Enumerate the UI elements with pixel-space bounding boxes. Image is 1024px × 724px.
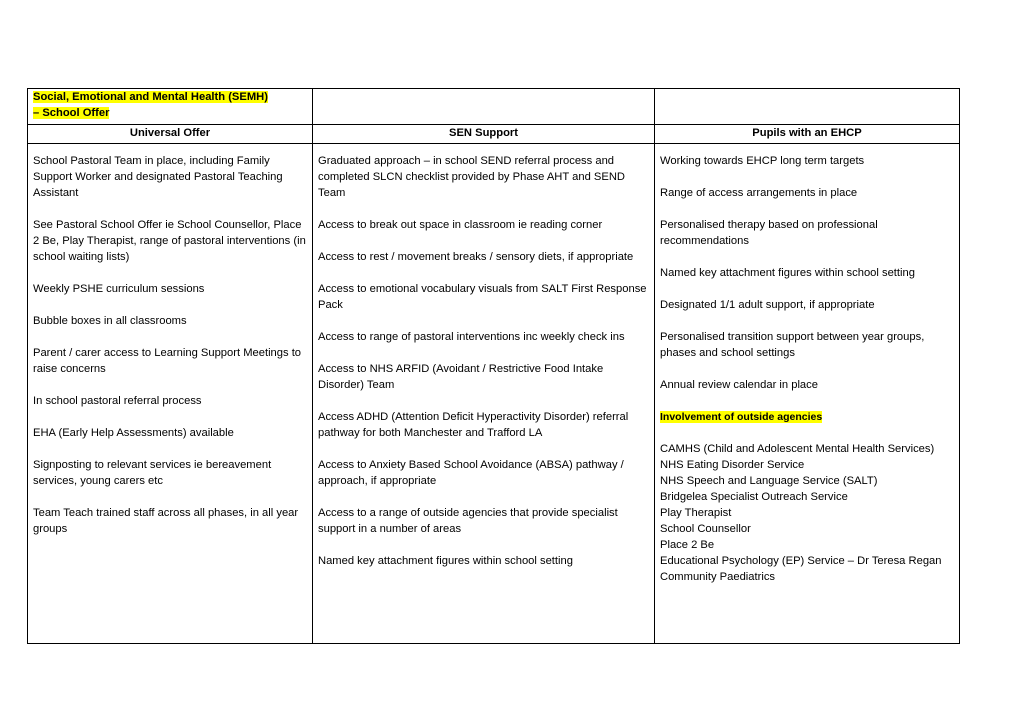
title-row [28, 89, 960, 125]
list-item: Annual review calendar in place [660, 379, 818, 391]
content-row [28, 144, 960, 644]
title-line-2: – School Offer [33, 107, 110, 119]
list-item: Team Teach trained staff across all phases, in all year groups [33, 507, 299, 535]
agency-item: Play Therapist [660, 507, 732, 519]
agency-item: CAMHS (Child and Adolescent Mental Health Services) [660, 443, 935, 455]
ehcp-column [655, 144, 960, 644]
agency-item: NHS Speech and Language Service (SALT) [660, 475, 878, 487]
list-item: Bubble boxes in all classrooms [33, 315, 187, 327]
header-universal: Universal Offer [28, 125, 313, 144]
agency-item: Community Paediatrics [660, 571, 776, 583]
sen-support-column [313, 144, 655, 644]
agency-item: Place 2 Be [660, 539, 715, 551]
list-item: Personalised transition support between year groups, phases and school settings [660, 331, 925, 359]
list-item: Named key attachment figures within school setting [660, 267, 915, 279]
agencies-title-wrap [660, 409, 954, 425]
universal-column [28, 144, 313, 644]
header-sen-support: SEN Support [313, 125, 655, 144]
list-item: Working towards EHCP long term targets [660, 155, 865, 167]
list-item: Access to a range of outside agencies that provide specialist support in a number of areas [318, 507, 618, 535]
list-item: School Pastoral Team in place, including Family Support Worker and designated Pastoral Teaching Assistant [33, 155, 283, 199]
list-item: Named key attachment figures within school setting [318, 555, 573, 567]
list-item: Access to Anxiety Based School Avoidance (ABSA) pathway / approach, if appropriate [318, 459, 624, 487]
list-item: Designated 1/1 adult support, if appropriate [660, 299, 875, 311]
semh-offer-table [27, 88, 960, 644]
header-ehcp: Pupils with an EHCP [655, 125, 960, 144]
list-item: Personalised therapy based on professional recommendations [660, 219, 878, 247]
list-item: Access to NHS ARFID (Avoidant / Restrictive Food Intake Disorder) Team [318, 363, 604, 391]
agencies-title: Involvement of outside agencies [660, 411, 823, 423]
list-item: Signposting to relevant services ie bereavement services, young carers etc [33, 459, 272, 487]
agency-item: Bridgelea Specialist Outreach Service [660, 491, 848, 503]
list-item: Parent / carer access to Learning Support Meetings to raise concerns [33, 347, 302, 375]
list-item: Access to rest / movement breaks / sensory diets, if appropriate [318, 251, 634, 263]
list-item: Access to break out space in classroom ie reading corner [318, 219, 603, 231]
list-item: In school pastoral referral process [33, 395, 202, 407]
agency-item: School Counsellor [660, 523, 751, 535]
title-line-1: Social, Emotional and Mental Health (SEMH) [33, 91, 268, 103]
list-item: Weekly PSHE curriculum sessions [33, 283, 205, 295]
list-item: See Pastoral School Offer ie School Counsellor, Place 2 Be, Play Therapist, range of pastoral interventions (in school waiting lists) [33, 219, 306, 263]
list-item: Access to emotional vocabulary visuals from SALT First Response Pack [318, 283, 647, 311]
list-item: Access ADHD (Attention Deficit Hyperactivity Disorder) referral pathway for both Manchester and Trafford LA [318, 411, 629, 439]
empty-cell [655, 89, 960, 125]
agency-item: Educational Psychology (EP) Service – Dr Teresa Regan [660, 555, 942, 567]
empty-cell [313, 89, 655, 125]
list-item: Range of access arrangements in place [660, 187, 858, 199]
title-cell [28, 89, 313, 125]
header-row [28, 125, 960, 144]
list-item: Access to range of pastoral interventions inc weekly check ins [318, 331, 625, 343]
agency-item: NHS Eating Disorder Service [660, 459, 805, 471]
list-item: EHA (Early Help Assessments) available [33, 427, 234, 439]
list-item: Graduated approach – in school SEND referral process and completed SLCN checklist provided by Phase AHT and SEND Team [318, 155, 625, 199]
